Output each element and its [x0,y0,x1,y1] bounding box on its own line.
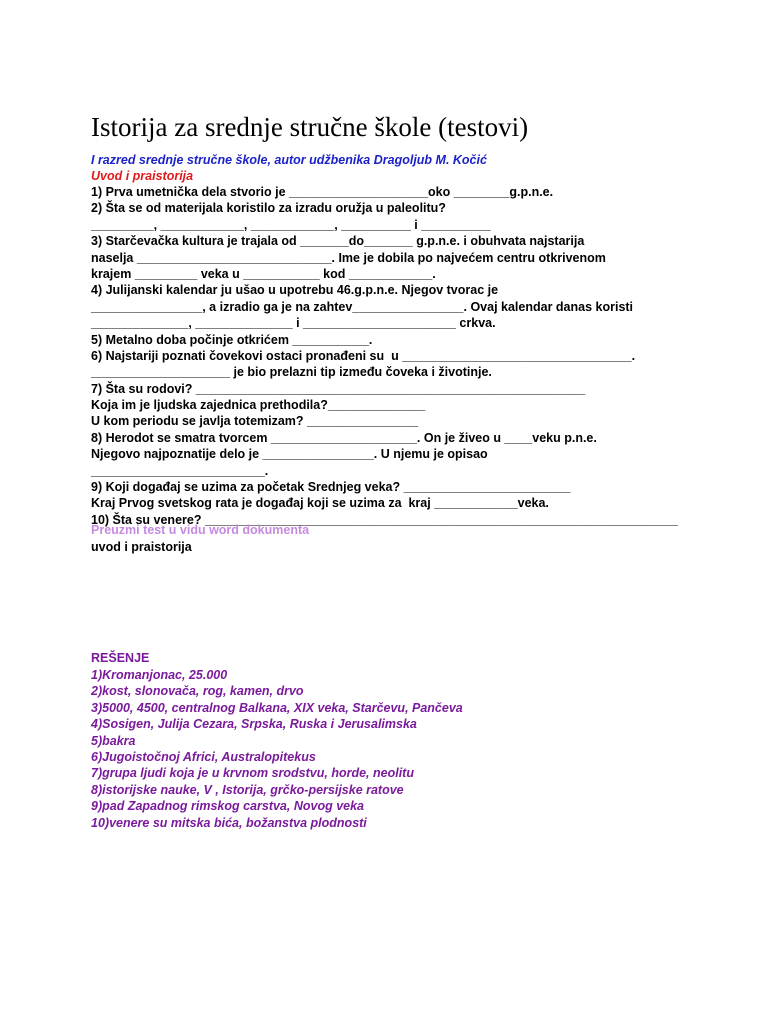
solution-item: 7)grupa ljudi koja je u krvnom srodstvu, horde, neolitu [91,766,414,781]
solution-item: 8)istorijske nauke, V , Istorija, grčko-persijske ratove [91,782,404,797]
question-line: Njegovo najpoznatije delo je ________________. U njemu je opisao [91,447,488,462]
question-line: ____________________ je bio prelazni tip između čoveka i životinje. [91,365,492,380]
section-heading: Uvod i praistorija [91,169,194,183]
course-subtitle: I razred srednje stručne škole, autor udžbenika Dragoljub M. Kočić [91,153,487,167]
question-line: Kraj Prvog svetskog rata je događaj koji se uzima za kraj ____________veka. [91,496,549,511]
page-title: Istorija za srednje stručne škole (testovi) [91,112,529,142]
download-word-link[interactable]: Preuzmi test u vidu word dokumenta [91,523,310,537]
solution-item: 3)5000, 4500, centralnog Balkana, XIX veka, Starčevu, Pančeva [91,700,463,715]
solution-item: 5)bakra [91,733,136,748]
question-line: _________, ____________, ____________, __________ i __________ [91,217,491,232]
solution-item: 1)Kromanjonac, 25.000 [91,668,228,682]
question-line: 6) Najstariji poznati čovekovi ostaci pronađeni su u _________________________________. [91,348,636,363]
solution-item: 6)Jugoistočnoj Africi, Australopitekus [91,749,316,764]
solution-item: 2)kost, slonovača, rog, kamen, drvo [91,684,304,699]
solution-item: 10)venere su mitska bića, božanstva plodnosti [91,815,367,830]
question-line: 7) Šta su rodovi? ________________________________________________________ [91,381,586,396]
question-line: 8) Herodot se smatra tvorcem _____________________. On je živeo u ____veku p.n.e. [91,430,597,445]
question-line: 1) Prva umetnička dela stvorio je ____________________oko ________g.p.n.e. [91,185,554,199]
question-line: ________________, a izradio ga je na zahtev________________. Ovaj kalendar danas koristi [91,299,634,314]
solution-item: 9)pad Zapadnog rimskog carstva, Novog veka [91,799,364,814]
question-line: 9) Koji događaj se uzima za početak Srednjeg veka? ________________________ [91,480,571,495]
question-line: 2) Šta se od materijala koristilo za izradu oružja u paleolitu? [91,201,446,216]
test-questions [91,184,691,528]
solution-item: 4)Sosigen, Julija Cezara, Srpska, Ruska i Jerusalimska [91,717,417,732]
question-line: _________________________. [91,463,269,478]
question-line: U kom periodu se javlja totemizam? ________________ [91,414,419,429]
question-line: 4) Julijanski kalendar ju ušao u upotrebu 46.g.p.n.e. Njegov tvorac je [91,283,499,298]
question-line: 10) Šta su venere? ____________________________________________________________________ [91,512,678,527]
question-line: 3) Starčevačka kultura je trajala od _______do_______ g.p.n.e. i obuhvata najstarija [91,234,585,249]
document-name-link[interactable]: uvod i praistorija [91,540,192,554]
solutions-list [91,667,463,831]
question-line: ______________, ______________ i ______________________ crkva. [91,316,496,331]
question-line: naselja ____________________________. Ime je dobila po najvećem centru otkrivenom [91,250,606,265]
question-line: Koja im je ljudska zajednica prethodila?______________ [91,398,426,413]
solutions-heading: REŠENJE [91,651,150,665]
question-line: 5) Metalno doba počinje otkrićem ___________. [91,332,373,347]
question-line: krajem _________ veka u ___________ kod ____________. [91,266,436,281]
